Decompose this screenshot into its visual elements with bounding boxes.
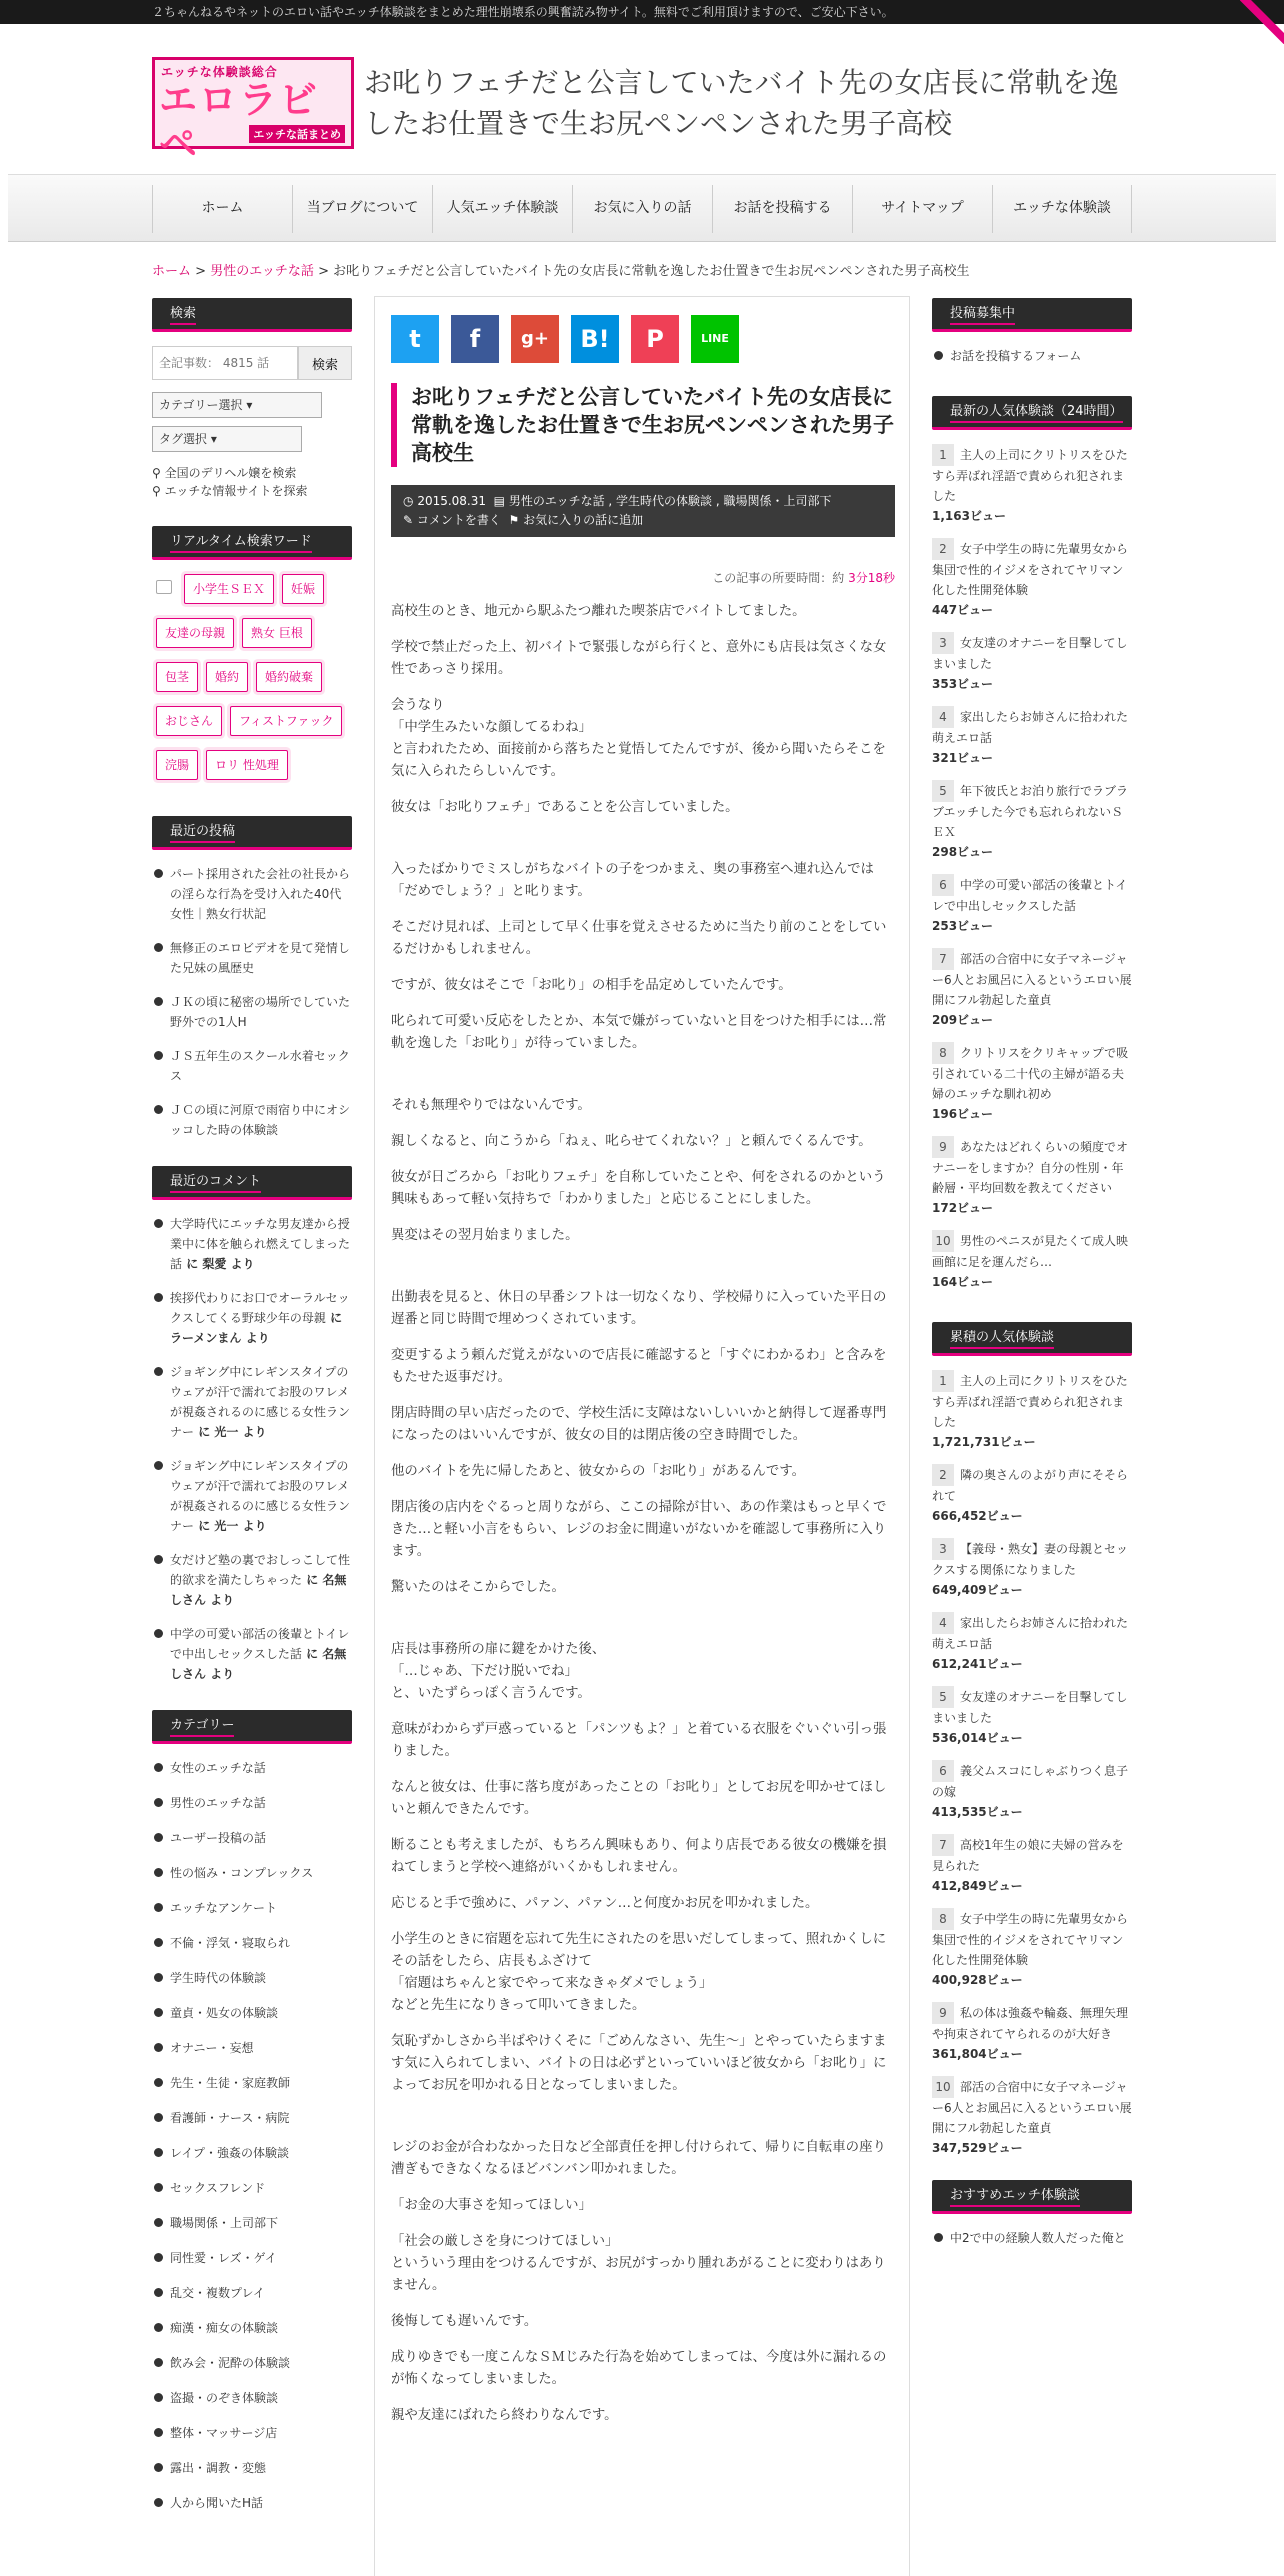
category-item[interactable]: エッチなアンケート bbox=[152, 1898, 352, 1918]
view-count: 413,535ビュー bbox=[932, 1805, 1023, 1819]
view-count: 612,241ビュー bbox=[932, 1657, 1023, 1671]
paragraph: 異変はその翌月始まりました。 bbox=[391, 1228, 579, 1243]
paragraph bbox=[391, 833, 895, 859]
post-meta bbox=[391, 485, 895, 537]
paragraph: 意味がわからず戸惑っていると「パンツもよ？」と着ている衣服をぐいぐい引っ張りました。 bbox=[391, 1722, 887, 1759]
search-tag[interactable]: 婚約破棄 bbox=[256, 662, 322, 692]
paragraph: 他のバイトを先に帰したあと、彼女からの「お叱り」があるんです。 bbox=[391, 1464, 806, 1479]
comment-item bbox=[152, 1550, 352, 1610]
file-icon: ▤ bbox=[493, 494, 506, 508]
category-item[interactable]: 先生・生徒・家庭教師 bbox=[152, 2073, 352, 2093]
nav-item[interactable]: お話を投稿する bbox=[712, 185, 852, 233]
rank-number: 9 bbox=[932, 1136, 954, 1158]
rank-number: 4 bbox=[932, 1612, 954, 1634]
category-item[interactable]: オナニー・妄想 bbox=[152, 2038, 352, 2058]
paragraph bbox=[391, 2111, 895, 2137]
ranking-item[interactable] bbox=[932, 948, 1132, 1030]
read-time: この記事の所要時間：約 3分18秒 bbox=[712, 571, 895, 585]
comment-link[interactable]: コメントを書く bbox=[416, 513, 501, 527]
recent-post-item[interactable]: 無修正のエロビデオを見て発情した兄妹の風歴史 bbox=[152, 938, 352, 978]
view-count: 164ビュー bbox=[932, 1275, 994, 1289]
rank-number: 1 bbox=[932, 444, 954, 466]
hatena-share-button[interactable]: B! bbox=[571, 315, 619, 363]
paragraph: 高校生のとき、地元から駅ふたつ離れた喫茶店でバイトしてました。 bbox=[391, 604, 806, 619]
tag-checkbox[interactable] bbox=[156, 580, 172, 594]
breadcrumb-sep: > bbox=[191, 264, 211, 279]
ranking-title[interactable]: 年下彼氏とお泊り旅行でラブラブエッチした今でも忘れられないＳＥＸ bbox=[932, 784, 1129, 839]
ranking-item[interactable] bbox=[932, 444, 1132, 526]
view-count: 347,529ビュー bbox=[932, 2141, 1023, 2155]
post-body bbox=[391, 601, 895, 2441]
ranking-title[interactable]: あなたはどれくらいの頻度でオナニーをしますか？自分の性別・年齢層・平均回数を教えてください bbox=[932, 1140, 1129, 1195]
search-icon: ⚲ bbox=[152, 484, 161, 498]
comment-post-link[interactable]: 中学の可愛い部活の後輩とトイレで中出しセックスした話 bbox=[170, 1627, 350, 1661]
breadcrumb-category[interactable]: 男性のエッチな話 bbox=[210, 264, 314, 279]
rank-number: 9 bbox=[932, 2002, 954, 2024]
ranking-title[interactable]: 隣の奥さんのよがり声にそそられて bbox=[932, 1468, 1129, 1503]
comment-item bbox=[152, 1214, 352, 1274]
category-item[interactable]: 飲み会・泥酔の体験談 bbox=[152, 2353, 352, 2373]
search-tag[interactable]: 包茎 bbox=[156, 662, 198, 692]
ranking-item[interactable] bbox=[932, 706, 1132, 768]
ranking-item[interactable] bbox=[932, 538, 1132, 620]
ranking-item[interactable] bbox=[932, 1834, 1132, 1896]
category-item[interactable]: 整体・マッサージ店 bbox=[152, 2423, 352, 2443]
top-bar: ２ちゃんねるやネットのエロい話やエッチ体験談をまとめた理性崩壊系の興奮読み物サイト。無料でご利用頂けますので、ご安心下さい。 bbox=[0, 0, 1284, 24]
nav-item[interactable]: 当ブログについて bbox=[292, 185, 432, 233]
widget-title-category: カテゴリー bbox=[152, 1710, 352, 1744]
category-select[interactable]: カテゴリー選択 ▾ bbox=[152, 392, 322, 418]
comment-author: に 名無しさん より bbox=[170, 1647, 347, 1681]
post-categories[interactable]: 男性のエッチな話 , 学生時代の体験談 , 職場関係・上司部下 bbox=[508, 494, 832, 508]
view-count: 1,721,731ビュー bbox=[932, 1435, 1036, 1449]
ranking-item[interactable] bbox=[932, 2076, 1132, 2158]
pocket-share-button[interactable]: P bbox=[631, 315, 679, 363]
ranking-title[interactable]: 部活の合宿中に女子マネージャー6人とお風呂に入るというエロい展開にフル勃起した童貞 bbox=[932, 952, 1132, 1007]
search-input[interactable] bbox=[152, 346, 298, 380]
paragraph bbox=[391, 1069, 895, 1095]
rank-number: 5 bbox=[932, 780, 954, 802]
comment-item bbox=[152, 1624, 352, 1684]
category-item[interactable]: 学生時代の体験談 bbox=[152, 1968, 352, 1988]
nav-item[interactable]: エッチな体験談 bbox=[992, 185, 1132, 233]
comment-icon: ✎ bbox=[403, 513, 414, 527]
search-tag[interactable]: 友達の母親 bbox=[156, 618, 234, 648]
ranking-title[interactable]: 家出したらお姉さんに拾われた萌えエロ話 bbox=[932, 1616, 1129, 1651]
ranking-title[interactable]: 義父ムスコにしゃぶりつく息子の嫁 bbox=[932, 1764, 1129, 1799]
ranking-title[interactable]: 中学の可愛い部活の後輩とトイレで中出しセックスした話 bbox=[932, 878, 1128, 913]
view-count: 253ビュー bbox=[932, 919, 994, 933]
rank-number: 6 bbox=[932, 874, 954, 896]
search-tag[interactable]: 婚約 bbox=[206, 662, 248, 692]
view-count: 298ビュー bbox=[932, 845, 994, 859]
ranking-item[interactable] bbox=[932, 874, 1132, 936]
widget-title-total: 累積の人気体験談 bbox=[932, 1322, 1132, 1356]
recent-post-item[interactable]: パート採用された会社の社長からの淫らな行為を受け入れた40代女性｜熟女行状記 bbox=[152, 864, 352, 924]
search-form bbox=[152, 346, 352, 380]
view-count: 666,452ビュー bbox=[932, 1509, 1023, 1523]
widget-title-daily: 最新の人気体験談（24時間） bbox=[932, 396, 1132, 430]
paragraph: 入ったばかりでミスしがちなバイトの子をつかまえ、奥の事務室へ連れ込んでは「だめでしょう？」と叱ります。 bbox=[391, 862, 874, 899]
ranking-item[interactable] bbox=[932, 1464, 1132, 1526]
ranking-item[interactable] bbox=[932, 1538, 1132, 1600]
ranking-title[interactable]: 女友達のオナニーを目撃してしまいました bbox=[932, 1690, 1128, 1725]
paragraph: 閉店時間の早い店だったので、学校生活に支障はないしいいかと納得して遅番専門になったのはいいんですが、彼女の目的は閉店後の空き時間でした。 bbox=[391, 1406, 887, 1443]
category-item[interactable]: セックスフレンド bbox=[152, 2178, 352, 2198]
category-item[interactable]: 痴漢・痴女の体験談 bbox=[152, 2318, 352, 2338]
breadcrumb-home[interactable]: ホーム bbox=[152, 264, 192, 279]
post-date: 2015.08.31 bbox=[417, 494, 487, 508]
comment-author: に 光一 より bbox=[194, 1425, 267, 1439]
view-count: 196ビュー bbox=[932, 1107, 994, 1121]
widget-title-comments: 最近のコメント bbox=[152, 1166, 352, 1200]
rank-number: 6 bbox=[932, 1760, 954, 1782]
paragraph: 後悔しても遅いんです。 bbox=[391, 2314, 538, 2329]
paragraph: 変更するよう頼んだ覚えがないので店長に確認すると「すぐにわかるわ」と含みをもたせた返事だけ。 bbox=[391, 1348, 887, 1385]
bookmark-icon: ⚑ bbox=[508, 513, 520, 527]
comment-item bbox=[152, 1288, 352, 1348]
ranking-title[interactable]: 部活の合宿中に女子マネージャー6人とお風呂に入るというエロい展開にフル勃起した童貞 bbox=[932, 2080, 1132, 2135]
comment-post-link[interactable]: 挨拶代わりにお口でオーラルセックスしてくる野球少年の母親 bbox=[170, 1291, 350, 1325]
category-item[interactable]: 同性愛・レズ・ゲイ bbox=[152, 2248, 352, 2268]
rank-number: 10 bbox=[932, 1230, 954, 1252]
category-item[interactable]: 性の悩み・コンプレックス bbox=[152, 1863, 352, 1883]
rank-number: 3 bbox=[932, 632, 954, 654]
paragraph: レジのお金が合わなかった日など全部責任を押し付けられて、帰りに自転車の座り漕ぎもできなくなるほどバンバン叩かれました。 bbox=[391, 2140, 886, 2177]
clock-icon: ◷ bbox=[403, 494, 414, 508]
paragraph: 出勤表を見ると、休日の早番シフトは一切なくなり、学校帰りに入っていた平日の遅番と同じ時間で埋めつくされています。 bbox=[391, 1290, 887, 1327]
ranking-item[interactable] bbox=[932, 1760, 1132, 1822]
paragraph: 応じると手で強めに、パァン、パァン…と何度かお尻を叩かれました。 bbox=[391, 1896, 819, 1911]
paragraph: 親しくなると、向こうから「ねぇ、叱らせてくれない？」と頼んでくるんです。 bbox=[391, 1134, 872, 1149]
search-tag[interactable]: 浣腸 bbox=[156, 750, 198, 780]
search-tag[interactable]: ロリ 性処理 bbox=[206, 750, 288, 780]
ranking-title[interactable]: 家出したらお姉さんに拾われた萌えエロ話 bbox=[932, 710, 1129, 745]
paragraph: そこだけ見れば、上司として早く仕事を覚えさせるために当たり前のことをしているだけかもしれません。 bbox=[391, 920, 887, 957]
search-icon: ⚲ bbox=[152, 466, 161, 480]
comment-post-link[interactable]: 大学時代にエッチな男友達から授業中に体を触られ燃えてしまった話 bbox=[170, 1217, 351, 1271]
line-share-button[interactable]: LINE bbox=[691, 315, 739, 363]
recommend-item[interactable]: 中2で中の経験人数人だった俺と bbox=[932, 2228, 1132, 2248]
paragraph: 彼女は「お叱りフェチ」であることを公言していました。 bbox=[391, 800, 739, 815]
paragraph: 会うなり 「中学生みたいな顔してるわね」 と言われたため、面接前から落ちたと覚悟してたんですが、後から聞いたらそこを気に入られたらしいんです。 bbox=[391, 698, 886, 779]
view-count: 353ビュー bbox=[932, 677, 994, 691]
category-item[interactable]: 盗撮・のぞき体験談 bbox=[152, 2388, 352, 2408]
category-item[interactable]: 乱交・複数プレイ bbox=[152, 2283, 352, 2303]
breadcrumb bbox=[152, 260, 1152, 279]
view-count: 321ビュー bbox=[932, 751, 994, 765]
left-sidebar bbox=[152, 298, 352, 2528]
twitter-share-button[interactable]: t bbox=[391, 315, 439, 363]
tag-cloud bbox=[152, 574, 352, 794]
paragraph: それも無理やりではないんです。 bbox=[391, 1098, 591, 1113]
view-count: 361,804ビュー bbox=[932, 2047, 1023, 2061]
ranking-item[interactable] bbox=[932, 1612, 1132, 1674]
favorite-link[interactable]: お気に入りの話に追加 bbox=[523, 513, 644, 527]
view-count: 649,409ビュー bbox=[932, 1583, 1023, 1597]
category-item[interactable]: 露出・調教・変態 bbox=[152, 2458, 352, 2478]
rank-number: 10 bbox=[932, 2076, 954, 2098]
paragraph: 断ることも考えましたが、もちろん興味もあり、何より店長である彼女の機嫌を損ねてしまうと学校へ連絡がいくかもしれません。 bbox=[391, 1838, 887, 1875]
search-tag[interactable]: 妊娠 bbox=[282, 574, 324, 604]
category-item[interactable]: 不倫・浮気・寝取られ bbox=[152, 1933, 352, 1953]
category-item[interactable]: 看護師・ナース・病院 bbox=[152, 2108, 352, 2128]
corner-ribbon bbox=[1240, 0, 1284, 44]
recommend-list bbox=[932, 2228, 1132, 2248]
rank-number: 7 bbox=[932, 948, 954, 970]
rank-number: 2 bbox=[932, 1464, 954, 1486]
search-tag[interactable]: 小学生ＳＥＸ bbox=[184, 574, 274, 604]
ranking-item[interactable] bbox=[932, 2002, 1132, 2064]
paragraph: 親や友達にばれたら終わりなんです。 bbox=[391, 2408, 618, 2423]
category-item[interactable]: 職場関係・上司部下 bbox=[152, 2213, 352, 2233]
paragraph: なんと彼女は、仕事に落ち度があったことの「お叱り」としてお尻を叩かせてほしいと頼んできたんです。 bbox=[391, 1780, 887, 1817]
recent-post-item[interactable]: ＪＳ五年生のスクール水着セックス bbox=[152, 1046, 352, 1086]
comment-author: に 光一 より bbox=[194, 1519, 267, 1533]
search-tag[interactable]: おじさん bbox=[156, 706, 222, 736]
view-count: 172ビュー bbox=[932, 1201, 994, 1215]
site-title: お叱りフェチだと公言していたバイト先の女店長に常軌を逸したお仕置きで生お尻ペンペンされた男子高校 bbox=[364, 66, 1119, 140]
breadcrumb-sep: > bbox=[313, 264, 334, 279]
paragraph: 叱られて可愛い反応をしたとか、本気で嫌がっていないと目をつけた相手には…常軌を逸した「お叱り」が待っていました。 bbox=[391, 1014, 887, 1051]
nav-item[interactable]: サイトマップ bbox=[852, 185, 992, 233]
category-item[interactable]: 女性のエッチな話 bbox=[152, 1758, 352, 1778]
ranking-title[interactable]: 【義母・熟女】妻の母親とセックスする関係になりました bbox=[932, 1542, 1129, 1577]
category-item[interactable]: レイプ・強姦の体験談 bbox=[152, 2143, 352, 2163]
total-ranking bbox=[932, 1370, 1132, 2158]
rank-number: 1 bbox=[932, 1370, 954, 1392]
deli-search-link[interactable]: ⚲ 全国のデリヘル嬢を検索 bbox=[152, 466, 297, 480]
category-item[interactable]: 童貞・処女の体験談 bbox=[152, 2003, 352, 2023]
comment-item bbox=[152, 1456, 352, 1536]
ranking-title[interactable]: 私の体は強姦や輪姦、無理矢理や拘束されてヤられるのが大好き bbox=[932, 2006, 1129, 2041]
view-count: 447ビュー bbox=[932, 603, 994, 617]
paragraph: 店長は事務所の扉に鍵をかけた後、 「…じゃあ、下だけ脱いでね」 と、いたずらっぽく言うんです。 bbox=[391, 1642, 606, 1701]
explore-link[interactable]: ⚲ エッチな情報サイトを探索 bbox=[152, 484, 308, 498]
share-buttons bbox=[391, 315, 751, 363]
recent-posts bbox=[152, 864, 352, 1140]
rank-number: 8 bbox=[932, 1042, 954, 1064]
paragraph: 驚いたのはそこからでした。 bbox=[391, 1580, 565, 1595]
rank-number: 7 bbox=[932, 1834, 954, 1856]
paragraph: ですが、彼女はそこで「お叱り」の相手を品定めしていたんです。 bbox=[391, 978, 792, 993]
recent-comments bbox=[152, 1214, 352, 1684]
category-item[interactable]: ユーザー投稿の話 bbox=[152, 1828, 352, 1848]
rank-number: 8 bbox=[932, 1908, 954, 1930]
logo-line3: エッチな話まとめ bbox=[249, 125, 345, 143]
ranking-item[interactable] bbox=[932, 1136, 1132, 1218]
comment-author: に 名無しさん より bbox=[170, 1573, 347, 1607]
ranking-item[interactable] bbox=[932, 1908, 1132, 1990]
logo-line2: エロラビペ bbox=[159, 78, 320, 166]
comment-post-link[interactable]: 女だけど塾の裏でおしっこして性的欲求を満たしちゃった bbox=[170, 1553, 351, 1587]
paragraph: 小学生のときに宿題を忘れて先生にされたのを思いだしてしまって、照れかくしにその話をしたら、店長もふざけて 「宿題はちゃんと家でやって来なきゃダメでしょう」 などと先生になりきって叩いてきました。 bbox=[391, 1932, 887, 2013]
search-tag[interactable]: フィストファック bbox=[230, 706, 342, 736]
ranking-title[interactable]: 女友達のオナニーを目撃してしまいました bbox=[932, 636, 1128, 671]
right-sidebar bbox=[932, 298, 1132, 2262]
recent-post-item[interactable]: ＪＫの頃に秘密の場所でしていた野外での1人H bbox=[152, 992, 352, 1032]
paragraph bbox=[391, 1613, 895, 1639]
article bbox=[374, 296, 910, 2576]
submit-form-link[interactable]: お話を投稿するフォーム bbox=[932, 346, 1132, 366]
logo-line1: エッチな体験談総合 bbox=[161, 65, 278, 79]
breadcrumb-current: お叱りフェチだと公言していたバイト先の女店長に常軌を逸したお仕置きで生お尻ペンペンされた男子高校生 bbox=[333, 264, 970, 279]
widget-title-search: 検索 bbox=[152, 298, 352, 332]
paragraph: 成りゆきでも一度こんなＳＭじみた行為を始めてしまっては、今度は外に漏れるのが怖くなってしまいました。 bbox=[391, 2350, 887, 2387]
comment-author: に 梨愛 より bbox=[182, 1257, 255, 1271]
comment-author: に ラーメンまん より bbox=[170, 1311, 343, 1345]
view-count: 1,163ビュー bbox=[932, 509, 1006, 523]
rank-number: 4 bbox=[932, 706, 954, 728]
category-item[interactable]: 男性のエッチな話 bbox=[152, 1793, 352, 1813]
view-count: 412,849ビュー bbox=[932, 1879, 1023, 1893]
ranking-item[interactable] bbox=[932, 1370, 1132, 1452]
comment-post-link[interactable]: ジョギング中にレギンスタイプのウェアが汗で濡れてお股のワレメが視姦されるのに感じる女性ランナー bbox=[170, 1365, 351, 1439]
ranking-title[interactable]: 主人の上司にクリトリスをひたすら弄ばれ淫語で責められ犯されました bbox=[932, 1374, 1128, 1429]
paragraph bbox=[391, 1261, 895, 1287]
ranking-title[interactable]: 女子中学生の時に先輩男女から集団で性的イジメをされてヤリマン化した性開発体験 bbox=[932, 542, 1129, 597]
comment-item bbox=[152, 1362, 352, 1442]
widget-title-recommend: おすすめエッチ体験談 bbox=[932, 2180, 1132, 2214]
nav-item[interactable]: 人気エッチ体験談 bbox=[432, 185, 572, 233]
paragraph: 彼女が日ごろから「お叱りフェチ」を自称していたことや、何をされるのかという興味もあって軽い気持ちで「わかりました」と応じることにしました。 bbox=[391, 1170, 886, 1207]
nav-item[interactable]: ホーム bbox=[152, 185, 292, 233]
facebook-share-button[interactable]: f bbox=[451, 315, 499, 363]
view-count: 536,014ビュー bbox=[932, 1731, 1023, 1745]
rank-number: 3 bbox=[932, 1538, 954, 1560]
paragraph: 「お金の大事さを知ってほしい」 bbox=[391, 2198, 592, 2213]
search-button[interactable]: 検索 bbox=[298, 346, 352, 380]
paragraph: 学校で禁止だった上、初バイトで緊張しながら行くと、意外にも店長は気さくな女性であっさり採用。 bbox=[391, 640, 887, 677]
ranking-item[interactable] bbox=[932, 632, 1132, 694]
recent-post-item[interactable]: ＪＣの頃に河原で雨宿り中にオシッコした時の体験談 bbox=[152, 1100, 352, 1140]
daily-ranking bbox=[932, 444, 1132, 1292]
paragraph: 閉店後の店内をぐるっと周りながら、ここの掃除が甘い、あの作業はもっと早くできた…と軽い小言をもらい、レジのお金に間違いがないかを確認して事務所に入ります。 bbox=[391, 1500, 887, 1559]
category-item[interactable]: 人から聞いたH話 bbox=[152, 2493, 352, 2513]
ranking-title[interactable]: 主人の上司にクリトリスをひたすら弄ばれ淫語で責められ犯されました bbox=[932, 448, 1128, 503]
googleplus-share-button[interactable]: g+ bbox=[511, 315, 559, 363]
main-nav bbox=[8, 174, 1276, 242]
search-tag[interactable]: 熟女 巨根 bbox=[242, 618, 312, 648]
widget-title-recent: 最近の投稿 bbox=[152, 816, 352, 850]
comment-post-link[interactable]: ジョギング中にレギンスタイプのウェアが汗で濡れてお股のワレメが視姦されるのに感じる女性ランナー bbox=[170, 1459, 351, 1533]
ranking-item[interactable] bbox=[932, 1686, 1132, 1748]
ranking-item[interactable] bbox=[932, 1230, 1132, 1292]
rank-number: 2 bbox=[932, 538, 954, 560]
view-count: 400,928ビュー bbox=[932, 1973, 1023, 1987]
view-count: 209ビュー bbox=[932, 1013, 994, 1027]
rank-number: 5 bbox=[932, 1686, 954, 1708]
site-logo[interactable] bbox=[152, 57, 354, 166]
paragraph: 気恥ずかしさから半ばやけくそに「ごめんなさい、先生～」とやっていたらますます気に入られてしまい、バイトの日は必ずといっていいほど彼女から「お叱り」によってお尻を叩かれる日となってしまいました。 bbox=[391, 2034, 887, 2093]
post-title: お叱りフェチだと公言していたバイト先の女店長に常軌を逸したお仕置きで生お尻ペンペンされた男子高校生 bbox=[391, 383, 895, 467]
ranking-title[interactable]: クリトリスをクリキャップで吸引されている二十代の主婦が語る夫婦のエッチな馴れ初め bbox=[932, 1046, 1129, 1101]
ranking-item[interactable] bbox=[932, 780, 1132, 862]
widget-title-realtime: リアルタイム検索ワード bbox=[152, 526, 352, 560]
ranking-title[interactable]: 男性のペニスが見たくて成人映画館に足を運んだら… bbox=[932, 1234, 1129, 1269]
ranking-title[interactable]: 女子中学生の時に先輩男女から集団で性的イジメをされてヤリマン化した性開発体験 bbox=[932, 1912, 1129, 1967]
ranking-title[interactable]: 高校1年生の娘に夫婦の営みを見られた bbox=[932, 1838, 1124, 1873]
nav-item[interactable]: お気に入りの話 bbox=[572, 185, 712, 233]
tag-select[interactable]: タグ選択 ▾ bbox=[152, 426, 302, 452]
widget-title-recruit: 投稿募集中 bbox=[932, 298, 1132, 332]
paragraph: 「社会の厳しさを身につけてほしい」 といういう理由をつけるんですが、お尻がすっかり腫れあがることに変わりはありません。 bbox=[391, 2234, 886, 2293]
category-list bbox=[152, 1758, 352, 2513]
ranking-item[interactable] bbox=[932, 1042, 1132, 1124]
